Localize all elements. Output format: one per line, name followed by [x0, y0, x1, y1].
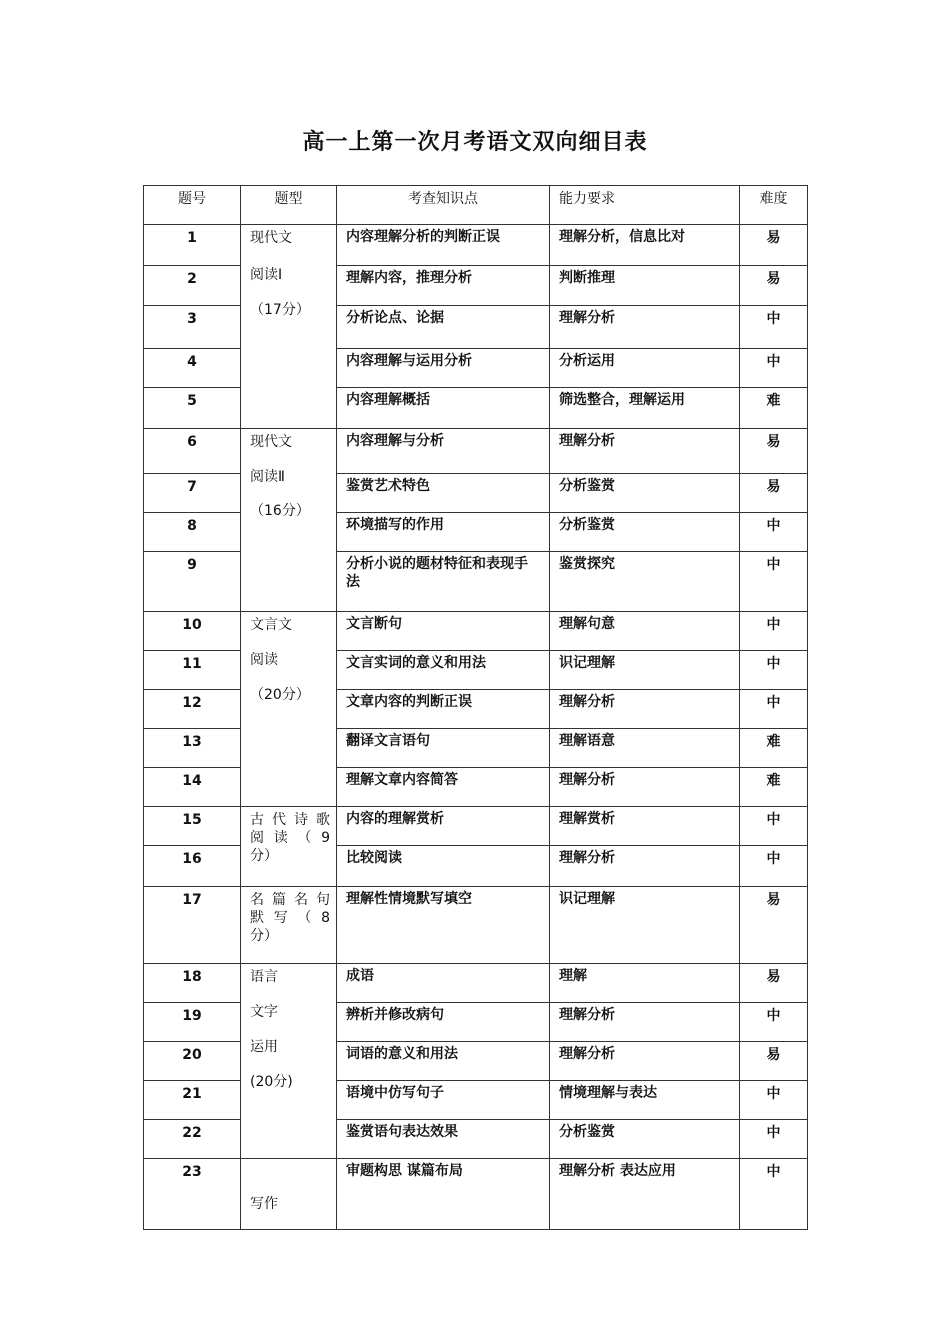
knowledge-point: 文言实词的意义和用法 — [337, 651, 550, 690]
type-line: 阅读（9 — [250, 830, 330, 846]
question-number: 7 — [144, 474, 241, 513]
question-number: 14 — [144, 768, 241, 807]
ability-requirement: 理解分析 — [550, 429, 740, 474]
ability-requirement: 分析鉴赏 — [550, 513, 740, 552]
type-line: 名篇名句 — [250, 892, 330, 908]
knowledge-point: 环境描写的作用 — [337, 513, 550, 552]
difficulty: 中 — [740, 1159, 808, 1230]
knowledge-point: 内容理解与运用分析 — [337, 349, 550, 388]
question-number: 17 — [144, 887, 241, 964]
table-row — [144, 807, 808, 846]
knowledge-point: 内容理解概括 — [337, 388, 550, 429]
knowledge-point: 辨析并修改病句 — [337, 1003, 550, 1042]
difficulty: 中 — [740, 306, 808, 349]
question-number: 13 — [144, 729, 241, 768]
difficulty: 易 — [740, 429, 808, 474]
table-row — [144, 887, 808, 964]
type-line: 默写（8 — [250, 910, 330, 926]
difficulty: 中 — [740, 690, 808, 729]
knowledge-point-cell — [337, 1159, 550, 1230]
type-line: 阅读Ⅰ — [250, 267, 283, 283]
knowledge-point: 词语的意义和用法 — [337, 1042, 550, 1081]
table-row — [144, 429, 808, 474]
question-type-cell — [241, 807, 337, 887]
knowledge-point: 鉴赏语句表达效果 — [337, 1120, 550, 1159]
ability-requirement-cell — [550, 1159, 740, 1230]
type-line: 阅读 — [250, 652, 278, 668]
ability-requirement: 情境理解与表达 — [550, 1081, 740, 1120]
ability-requirement: 分析鉴赏 — [550, 474, 740, 513]
question-type-cell — [241, 964, 337, 1159]
knowledge-point: 审题构思 — [346, 1163, 402, 1179]
ability-requirement: 理解分析，信息比对 — [550, 225, 740, 266]
difficulty: 中 — [740, 846, 808, 887]
ability-requirement: 理解分析 — [550, 306, 740, 349]
question-number: 6 — [144, 429, 241, 474]
question-type-cell — [241, 887, 337, 964]
header-knowledge: 考查知识点 — [337, 186, 550, 225]
difficulty: 难 — [740, 388, 808, 429]
knowledge-point: 文章内容的判断正误 — [337, 690, 550, 729]
question-type-cell — [241, 429, 337, 612]
table-row — [144, 612, 808, 651]
header-row — [144, 186, 808, 225]
type-line: 文字 — [250, 1004, 278, 1020]
difficulty: 易 — [740, 1042, 808, 1081]
type-line: 分） — [250, 928, 278, 944]
question-number: 5 — [144, 388, 241, 429]
knowledge-point: 分析小说的题材特征和表现手法 — [337, 552, 550, 612]
ability-requirement: 筛选整合，理解运用 — [550, 388, 740, 429]
question-type-cell — [241, 1159, 337, 1230]
type-line: （20分） — [250, 687, 310, 703]
ability-requirement: 识记理解 — [550, 887, 740, 964]
type-line: (20分) — [250, 1074, 293, 1090]
question-number: 3 — [144, 306, 241, 349]
difficulty: 中 — [740, 1081, 808, 1120]
difficulty: 中 — [740, 1003, 808, 1042]
type-line: 写作 — [250, 1196, 278, 1212]
header-difficulty: 难度 — [740, 186, 808, 225]
knowledge-point: 分析论点、论据 — [337, 306, 550, 349]
ability-requirement: 理解分析 — [550, 690, 740, 729]
difficulty: 易 — [740, 887, 808, 964]
difficulty: 中 — [740, 651, 808, 690]
question-number: 19 — [144, 1003, 241, 1042]
ability-requirement: 理解 — [550, 964, 740, 1003]
difficulty: 中 — [740, 513, 808, 552]
ability-requirement: 理解语意 — [550, 729, 740, 768]
question-number: 20 — [144, 1042, 241, 1081]
ability-requirement: 理解句意 — [550, 612, 740, 651]
type-line: 现代文 — [250, 230, 292, 246]
type-line: 阅读Ⅱ — [250, 469, 285, 485]
question-number: 8 — [144, 513, 241, 552]
question-number: 16 — [144, 846, 241, 887]
ability-requirement: 分析鉴赏 — [550, 1120, 740, 1159]
table-row — [144, 964, 808, 1003]
knowledge-point: 成语 — [337, 964, 550, 1003]
header-type: 题型 — [241, 186, 337, 225]
type-line: 运用 — [250, 1039, 278, 1055]
difficulty: 中 — [740, 612, 808, 651]
question-type-cell — [241, 612, 337, 807]
ability-requirement: 鉴赏探究 — [550, 552, 740, 612]
question-number: 11 — [144, 651, 241, 690]
difficulty: 易 — [740, 964, 808, 1003]
ability-requirement: 理解分析 — [559, 1163, 615, 1179]
knowledge-point: 理解性情境默写填空 — [337, 887, 550, 964]
question-number: 4 — [144, 349, 241, 388]
ability-requirement: 理解分析 — [550, 846, 740, 887]
type-line: 现代文 — [250, 434, 292, 450]
ability-requirement: 理解赏析 — [550, 807, 740, 846]
knowledge-point: 翻译文言语句 — [337, 729, 550, 768]
ability-requirement: 判断推理 — [550, 266, 740, 306]
difficulty: 中 — [740, 552, 808, 612]
ability-requirement: 理解分析 — [550, 768, 740, 807]
question-number: 9 — [144, 552, 241, 612]
question-number: 15 — [144, 807, 241, 846]
difficulty: 中 — [740, 807, 808, 846]
type-line: 文言文 — [250, 617, 292, 633]
difficulty: 中 — [740, 349, 808, 388]
knowledge-point: 理解内容，推理分析 — [337, 266, 550, 306]
difficulty: 易 — [740, 266, 808, 306]
difficulty: 难 — [740, 729, 808, 768]
ability-requirement: 理解分析 — [550, 1042, 740, 1081]
page-title: 高一上第一次月考语文双向细目表 — [302, 130, 648, 155]
difficulty: 易 — [740, 474, 808, 513]
type-line: （16分） — [250, 503, 310, 519]
difficulty: 中 — [740, 1120, 808, 1159]
ability-requirement: 识记理解 — [550, 651, 740, 690]
question-number: 1 — [144, 225, 241, 266]
question-number: 18 — [144, 964, 241, 1003]
question-number: 23 — [144, 1159, 241, 1230]
header-ability: 能力要求 — [550, 186, 740, 225]
question-number: 21 — [144, 1081, 241, 1120]
ability-requirement: 分析运用 — [550, 349, 740, 388]
knowledge-point: 文言断句 — [337, 612, 550, 651]
question-type-cell — [241, 225, 337, 429]
table-row — [144, 1159, 808, 1230]
knowledge-point: 内容理解分析的判断正误 — [337, 225, 550, 266]
knowledge-point: 内容的理解赏析 — [337, 807, 550, 846]
question-number: 12 — [144, 690, 241, 729]
knowledge-point: 语境中仿写句子 — [337, 1081, 550, 1120]
table-row — [144, 225, 808, 266]
header-no: 题号 — [144, 186, 241, 225]
knowledge-point: 理解文章内容简答 — [337, 768, 550, 807]
question-number: 2 — [144, 266, 241, 306]
type-line: 语言 — [250, 969, 278, 985]
difficulty: 易 — [740, 225, 808, 266]
ability-requirement: 理解分析 — [550, 1003, 740, 1042]
knowledge-point: 内容理解与分析 — [337, 429, 550, 474]
spec-table — [143, 185, 808, 1230]
type-line: 古代诗歌 — [250, 812, 330, 828]
type-line: 分） — [250, 848, 278, 864]
type-line: （17分） — [250, 302, 310, 318]
question-number: 22 — [144, 1120, 241, 1159]
difficulty: 难 — [740, 768, 808, 807]
knowledge-point: 鉴赏艺术特色 — [337, 474, 550, 513]
knowledge-point: 比较阅读 — [337, 846, 550, 887]
knowledge-point: 谋篇布局 — [406, 1163, 463, 1179]
question-number: 10 — [144, 612, 241, 651]
ability-requirement: 表达应用 — [619, 1163, 676, 1179]
